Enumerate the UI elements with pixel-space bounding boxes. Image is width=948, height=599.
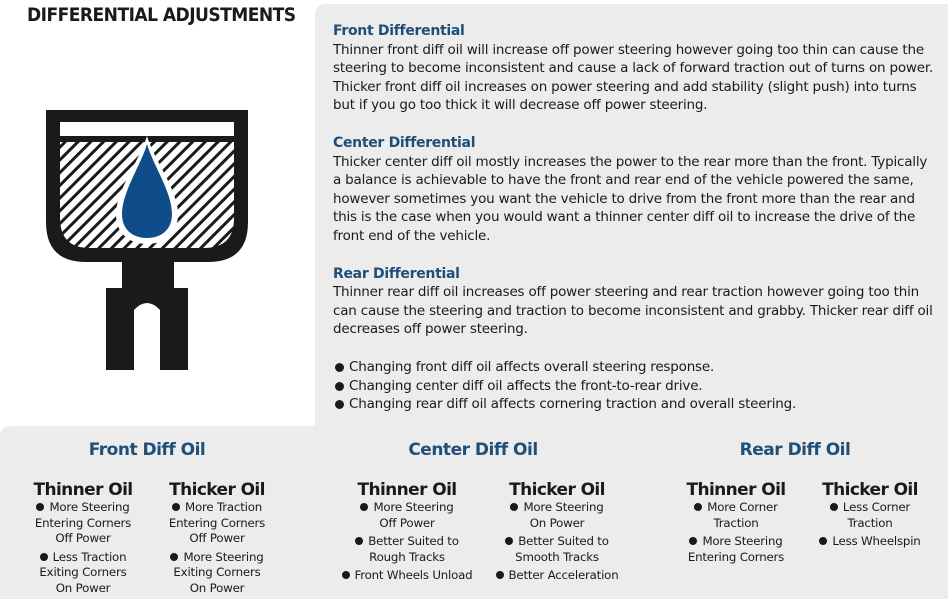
bullet-dot-icon <box>819 537 827 545</box>
effect-item-line: More Corner <box>707 500 778 514</box>
bullet-dot-icon <box>510 503 518 511</box>
oil-comparison <box>0 440 948 599</box>
effect-item <box>142 550 292 597</box>
effect-item-line: Exiting Corners <box>173 565 261 579</box>
description-text <box>333 22 938 414</box>
summary-bullet-list <box>333 358 938 414</box>
effect-list <box>661 500 811 565</box>
effect-item-line: Better Acceleration <box>508 568 619 582</box>
bullet-item: Changing front diff oil affects overall steering response. <box>333 358 938 377</box>
effect-item-line: Exiting Corners <box>39 565 127 579</box>
effect-item <box>332 568 482 584</box>
thicker-oil-column <box>482 480 632 587</box>
effect-item-line: Better Suited to <box>518 534 609 548</box>
rear-diff-group <box>660 440 930 564</box>
effect-item <box>142 500 292 547</box>
effect-item-line: On Power <box>55 580 111 595</box>
bullet-dot-icon <box>694 503 702 511</box>
effect-item-line: Off Power <box>55 531 111 545</box>
effect-item-line: More Steering <box>702 534 783 548</box>
effect-item-line: Off Power <box>189 531 245 545</box>
effect-list <box>332 500 482 584</box>
section-title: Front Differential <box>333 23 465 39</box>
effect-item <box>482 568 632 584</box>
bullet-dot-icon <box>170 553 178 561</box>
effect-item <box>332 500 482 531</box>
bullet-item: Changing center diff oil affects the front-to-rear drive. <box>333 377 938 396</box>
section-title: Center Differential <box>333 134 476 151</box>
effect-item-line: Less Wheelspin <box>832 534 921 548</box>
effect-item <box>8 500 158 547</box>
column-heading: Thicker Oil <box>509 480 605 500</box>
thicker-oil-column <box>142 480 292 599</box>
effect-item-line: More Traction <box>184 500 263 514</box>
front-diff-group <box>12 440 282 595</box>
effect-item-line: Better Suited to <box>368 534 459 548</box>
section-title: Rear Differential <box>333 265 460 282</box>
effect-item-line: Entering Corners <box>168 515 266 530</box>
bullet-dot-icon <box>40 553 48 561</box>
effect-list <box>795 500 945 550</box>
group-title: Rear Diff Oil <box>739 440 851 460</box>
column-heading: Thinner Oil <box>686 480 786 500</box>
bullet-dot-icon <box>360 503 368 511</box>
effect-item-line: On Power <box>529 515 585 530</box>
effect-item-line: Less Traction <box>52 549 127 564</box>
front-differential-section <box>333 22 938 115</box>
effect-item <box>482 500 632 531</box>
column-heading: Thinner Oil <box>33 480 133 500</box>
bullet-item: Changing rear diff oil affects cornering traction and overall steering. <box>333 395 938 414</box>
effect-list <box>142 500 292 596</box>
effect-list <box>8 500 158 596</box>
column-heading: Thicker Oil <box>822 480 918 500</box>
effect-item-line: Traction <box>713 515 759 530</box>
effect-item <box>795 500 945 531</box>
bullet-dot-icon <box>342 571 350 579</box>
thinner-oil-column <box>332 480 482 587</box>
center-diff-group <box>338 440 619 582</box>
effect-item-line: On Power <box>189 580 245 595</box>
bullet-dot-icon <box>689 537 697 545</box>
group-title: Front Diff Oil <box>88 440 206 460</box>
bullet-dot-icon <box>172 503 180 511</box>
bullet-dot-icon <box>830 503 838 511</box>
page-title: DIFFERENTIAL ADJUSTMENTS <box>27 4 296 26</box>
column-heading: Thinner Oil <box>357 480 457 500</box>
rear-differential-section <box>333 265 938 339</box>
effect-item-line: Off Power <box>379 515 435 530</box>
effect-item-line: Less Corner <box>842 500 911 514</box>
effect-item <box>332 534 482 565</box>
effect-item <box>482 534 632 565</box>
differential-oil-icon <box>44 110 250 370</box>
section-body: Thinner rear diff oil increases off power steering and rear traction however going too thin can cause the steering and traction to become inconsistent and grabby. Thicker rear diff oil decreases off power steering. <box>333 284 933 338</box>
effect-item <box>661 534 811 565</box>
column-heading: Thicker Oil <box>169 480 265 500</box>
effect-item-line: More Steering <box>523 500 604 514</box>
effect-item <box>8 550 158 597</box>
effect-item-line: More Steering <box>49 500 130 514</box>
section-body: Thicker center diff oil mostly increases the power to the rear more than the front. Typically a balance is achievable to have the front and rear end of the vehicle powered the same, however sometimes you want the vehicle to drive from the front more than the rear and this is the case when you would want a thinner center diff oil to increase the drive of the front end of the vehicle. <box>333 153 928 244</box>
bullet-dot-icon <box>355 537 363 545</box>
thinner-oil-column <box>8 480 158 599</box>
center-differential-section <box>333 134 938 246</box>
bullet-dot-icon <box>36 503 44 511</box>
effect-item-line: Traction <box>847 515 893 530</box>
effect-item-line: Entering Corners <box>687 549 785 564</box>
section-body: Thinner front diff oil will increase off power steering however going too thin can cause the steering to become inconsistent and cause a lack of forward traction out of turns on power. Thicker front diff oil increases on power steering and add stability (slight push) into turns but if you go too thick it will decrease off power steering. <box>333 41 934 114</box>
differential-oil-svg <box>44 110 250 370</box>
effect-item-line: More Steering <box>373 500 454 514</box>
bullet-dot-icon <box>505 537 513 545</box>
thinner-oil-column <box>661 480 811 568</box>
bullet-dot-icon <box>496 571 504 579</box>
effect-item <box>661 500 811 531</box>
thicker-oil-column <box>795 480 945 553</box>
effect-item-line: Entering Corners <box>34 515 132 530</box>
effect-item-line: More Steering <box>183 549 264 564</box>
effect-item-line: Smooth Tracks <box>515 549 599 564</box>
effect-list <box>482 500 632 584</box>
effect-item-line: Front Wheels Unload <box>354 568 473 582</box>
effect-item-line: Rough Tracks <box>369 549 445 564</box>
group-title: Center Diff Oil <box>408 440 538 460</box>
effect-item <box>795 534 945 550</box>
